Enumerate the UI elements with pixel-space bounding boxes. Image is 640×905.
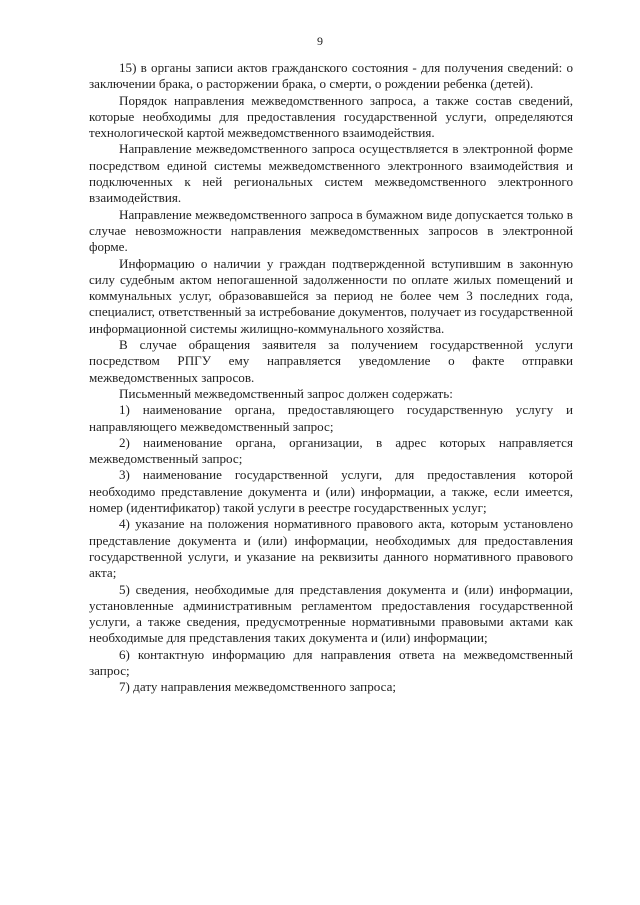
list-item-5: 5) сведения, необходимые для представления документа и (или) информации, установленные административным регламентом предоставления государственной услуги, а также сведения, предусмотренные нормативными правовыми актами как необходимые для представления таких документа и (или) информации; <box>89 581 573 646</box>
list-item-3: 3) наименование государственной услуги, для предоставления которой необходимо представление документа и (или) информации, а также, если имеется, номер (идентификатор) такой услуги в реестре государственных услуг; <box>89 467 573 516</box>
list-item-6: 6) контактную информацию для направления ответа на межведомственный запрос; <box>89 646 573 678</box>
paragraph-debt-information: Информацию о наличии у граждан подтвержденной вступившим в законную силу судебным актом непогашенной задолженности по оплате жилых помещений и коммунальных услуг, образовавшейся за период не более чем 3 последних года, специалист, ответственный за истребование документов, получает из государственной информационной системы жилищно-коммунального хозяйства. <box>89 255 573 336</box>
page-number: 9 <box>317 34 323 48</box>
list-item-7: 7) дату направления межведомственного запроса; <box>119 679 397 695</box>
list-item-1: 1) наименование органа, предоставляющего государственную услугу и направляющего межведомственный запрос; <box>89 402 573 434</box>
paragraph-electronic-form: Направление межведомственного запроса осуществляется в электронной форме посредством единой системы межведомственного электронного взаимодействия и подключенных к ней региональных систем межведомственного электронного взаимодействия. <box>89 141 573 206</box>
list-item-2: 2) наименование органа, организации, в адрес которых направляется межведомственный запрос; <box>89 434 573 467</box>
document-body <box>89 60 573 696</box>
paragraph-rpgu-notification: В случае обращения заявителя за получением государственной услуги посредством РПГУ ему направляется уведомление о факте отправки межведомственных запросов. <box>89 337 573 385</box>
paragraph-item-15-civil-registry: 15) в органы записи актов гражданского состояния - для получения сведений: о заключении брака, о расторжении брака, о смерти, о рождении ребенка (детей). <box>89 60 573 92</box>
paragraph-request-procedure: Порядок направления межведомственного запроса, а также состав сведений, которые необходимы для предоставления государственной услуги, определяются технологической картой межведомственного взаимодействия. <box>89 92 573 141</box>
paragraph-paper-form: Направление межведомственного запроса в бумажном виде допускается только в случае невозможности направления межведомственных запросов в электронной форме. <box>89 206 573 255</box>
paragraph-request-contents-intro: Письменный межведомственный запрос должен содержать: <box>119 385 453 401</box>
list-item-4: 4) указание на положения нормативного правового акта, которым установлено представление документа и (или) информации, необходимых для предоставления государственной услуги, и указание на реквизиты данного нормативного правового акта; <box>89 516 573 581</box>
